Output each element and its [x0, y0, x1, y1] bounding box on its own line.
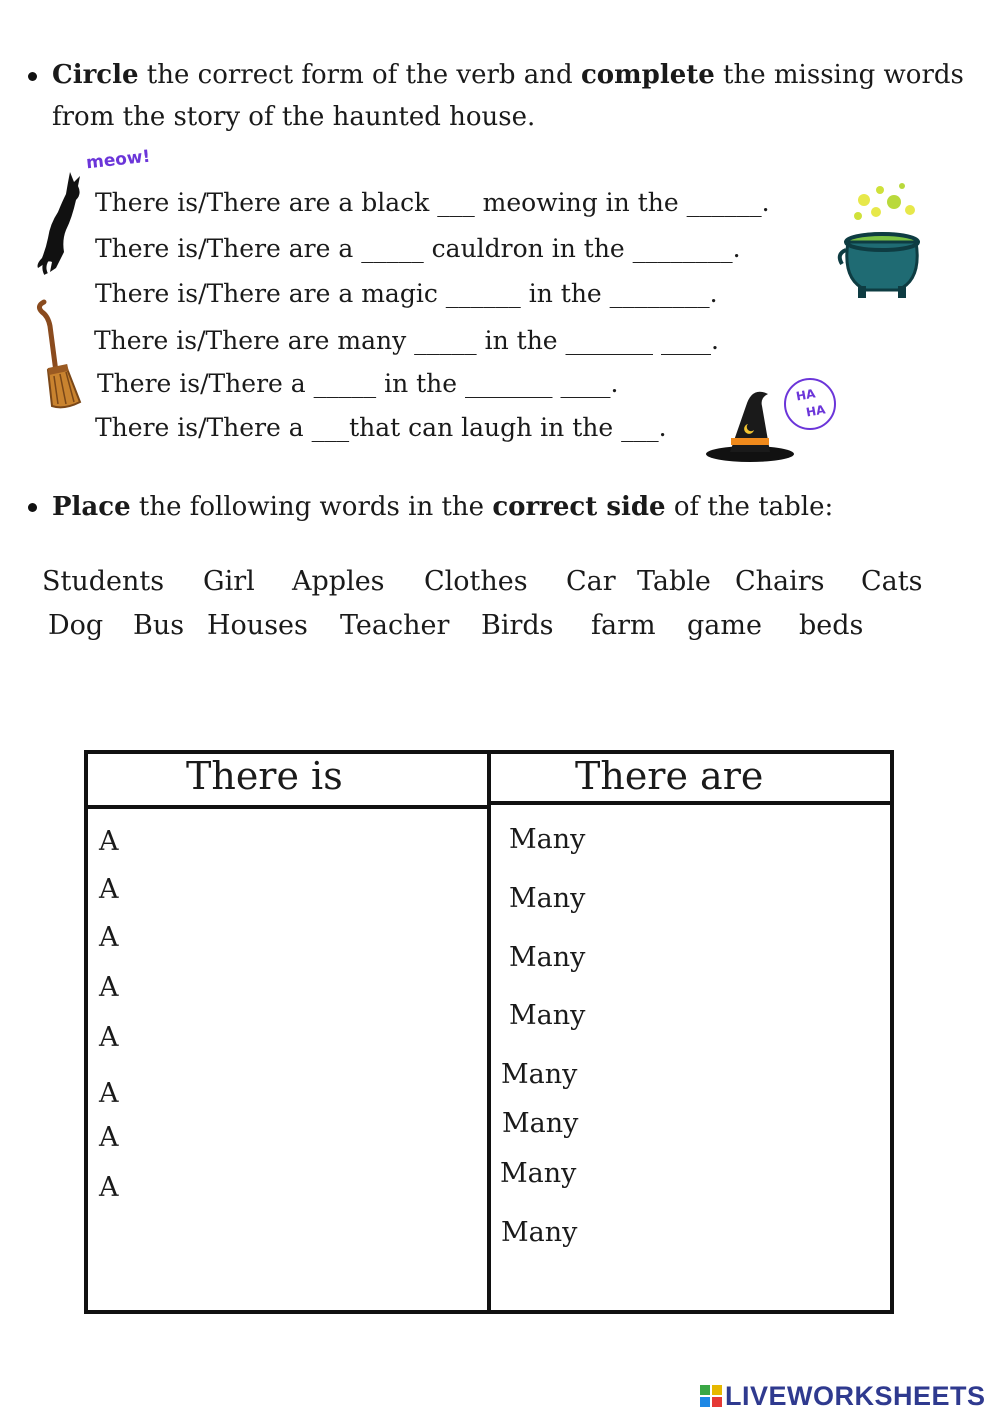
word-dog: Dog	[48, 610, 104, 641]
word-game: game	[687, 610, 762, 641]
there-is-cell-2[interactable]: A	[99, 874, 119, 905]
broom-icon	[30, 296, 90, 410]
meow-label: meow!	[85, 146, 152, 174]
there-are-cell-2[interactable]: Many	[509, 883, 586, 914]
word-farm: farm	[591, 610, 656, 641]
word-teacher: Teacher	[340, 610, 450, 641]
there-are-cell-5[interactable]: Many	[501, 1059, 578, 1090]
instruction-2-strong-place: Place	[52, 492, 131, 522]
sentence-4: There is/There are many _____ in the _______ ____.	[94, 326, 719, 355]
liveworksheets-logo-icon	[700, 1385, 722, 1407]
header-there-is: There is	[186, 754, 343, 798]
word-table: Table	[637, 566, 711, 597]
sentence-1: There is/There are a black ___ meowing in the ______.	[95, 188, 770, 217]
cat-icon	[30, 168, 90, 276]
liveworksheets-logo	[700, 1381, 986, 1411]
there-are-cell-6[interactable]: Many	[502, 1108, 579, 1139]
word-bus: Bus	[133, 610, 185, 641]
there-are-cell-3[interactable]: Many	[509, 942, 586, 973]
there-is-cell-3[interactable]: A	[99, 922, 119, 953]
there-are-cell-7[interactable]: Many	[500, 1158, 577, 1189]
instruction-1-line2: from the story of the haunted house.	[52, 102, 536, 132]
haha-label-1: HA	[794, 386, 817, 404]
there-is-cell-1[interactable]: A	[99, 826, 119, 857]
there-are-cell-1[interactable]: Many	[509, 824, 586, 855]
bullet	[28, 72, 37, 81]
word-car: Car	[566, 566, 616, 597]
word-chairs: Chairs	[735, 566, 825, 597]
instruction-1	[52, 54, 982, 138]
word-houses: Houses	[207, 610, 308, 641]
word-students: Students	[42, 566, 165, 597]
word-cats: Cats	[861, 566, 923, 597]
haha-label-2: HA	[804, 402, 827, 420]
there-is-cell-7[interactable]: A	[99, 1122, 119, 1153]
instruction-1-text-end: the missing words	[714, 60, 964, 90]
instruction-2-text: the following words in the	[130, 492, 493, 522]
there-are-cell-8[interactable]: Many	[501, 1217, 578, 1248]
instruction-1-text: the correct form of the verb and	[138, 60, 581, 90]
instruction-1-strong-circle: Circle	[52, 60, 139, 90]
liveworksheets-brand: LIVEWORKSHEETS	[725, 1380, 986, 1411]
word-girl: Girl	[203, 566, 255, 597]
there-is-cell-5[interactable]: A	[99, 1022, 119, 1053]
word-birds: Birds	[481, 610, 554, 641]
cauldron-icon	[836, 180, 930, 304]
word-apples: Apples	[292, 566, 385, 597]
sentence-6: There is/There a ___that can laugh in the ___.	[95, 413, 667, 442]
there-is-cell-8[interactable]: A	[99, 1172, 119, 1203]
there-is-cell-6[interactable]: A	[99, 1078, 119, 1109]
table-column-divider	[487, 750, 491, 1314]
instruction-2	[52, 486, 982, 528]
there-is-cell-4[interactable]: A	[99, 972, 119, 1003]
table-header-divider-left	[84, 805, 489, 809]
table-header-divider-right	[489, 801, 894, 805]
there-are-cell-4[interactable]: Many	[509, 1000, 586, 1031]
header-there-are: There are	[575, 754, 764, 798]
sentence-2: There is/There are a _____ cauldron in the ________.	[95, 234, 741, 263]
instruction-2-strong-correct-side: correct side	[492, 492, 666, 522]
haha-bubble	[784, 378, 836, 430]
word-clothes: Clothes	[424, 566, 528, 597]
sentence-3: There is/There are a magic ______ in the ________.	[95, 279, 718, 308]
word-beds: beds	[799, 610, 864, 641]
instruction-2-text-end: of the table:	[665, 492, 834, 522]
bullet	[28, 503, 37, 512]
sentence-5: There is/There a _____ in the _______ ____.	[97, 369, 619, 398]
instruction-1-strong-complete: complete	[580, 60, 715, 90]
